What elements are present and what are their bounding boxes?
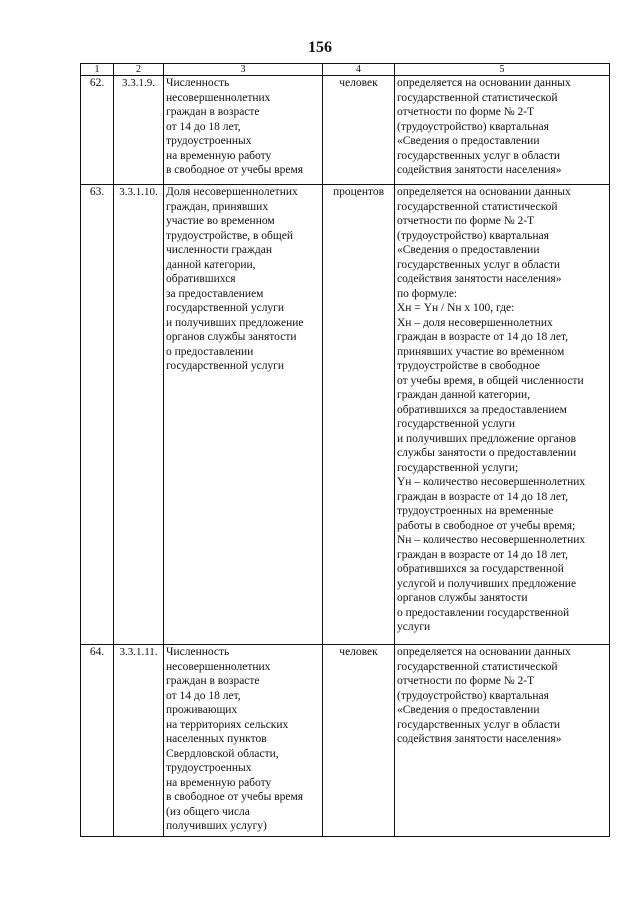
unit-of-measure: человек [323, 76, 395, 185]
name-line: на временную работу [166, 149, 272, 162]
indicator-table [80, 63, 610, 837]
name-line: Численность [166, 646, 230, 658]
column-header: 5 [395, 64, 610, 76]
name-line: трудоустроенных [166, 762, 252, 774]
desc-line: государственных услуг в области [397, 258, 561, 271]
name-line: государственной услуги [166, 302, 285, 314]
name-line: несовершеннолетних [166, 660, 271, 673]
desc-line: и получивших предложение органов [397, 432, 577, 445]
unit-of-measure: процентов [323, 185, 395, 645]
name-line: граждан в возрасте [166, 675, 260, 687]
desc-line: органов службы занятости [397, 592, 528, 604]
indicator-code: 3.3.1.11. [114, 645, 164, 837]
name-line: численности граждан [166, 244, 273, 256]
calculation-method [395, 76, 610, 185]
desc-line: трудоустроенных на временные [397, 505, 554, 517]
column-header: 4 [323, 64, 395, 76]
name-line: за предоставлением [166, 287, 264, 300]
desc-line: «Сведения о предоставлении [397, 135, 540, 147]
desc-line: обратившихся за предоставлением [397, 403, 567, 416]
desc-line: государственной статистической [397, 91, 558, 104]
name-line: граждан, принявших [166, 200, 269, 213]
desc-line: государственной услуги [397, 418, 516, 430]
desc-line: от учебы время, в общей численности [397, 374, 584, 387]
desc-line: государственной статистической [397, 200, 558, 213]
desc-line: содействия занятости населения» [397, 733, 562, 745]
name-line: органов службы занятости [166, 331, 297, 343]
name-line: проживающих [166, 704, 238, 716]
table-row [81, 185, 610, 645]
desc-line: содействия занятости населения» [397, 273, 562, 285]
column-header: 2 [114, 64, 164, 76]
desc-line: «Сведения о предоставлении [397, 244, 540, 256]
column-header: 1 [81, 64, 114, 76]
name-line: Свердловской области, [166, 747, 279, 760]
desc-line: услугой и получивших предложение [397, 577, 577, 590]
desc-line: государственной статистической [397, 660, 558, 673]
name-line: трудоустроенных [166, 135, 252, 147]
name-line: несовершеннолетних [166, 91, 271, 104]
indicator-code: 3.3.1.10. [114, 185, 164, 645]
desc-line: граждан данной категории, [397, 389, 531, 401]
desc-line: о предоставлении государственной [397, 606, 570, 619]
desc-line: отчетности по форме № 2-Т [397, 215, 535, 227]
row-number: 62. [81, 76, 114, 185]
desc-line: граждан в возрасте от 14 до 18 лет, [397, 331, 569, 343]
desc-line: граждан в возрасте от 14 до 18 лет, [397, 490, 569, 503]
name-line: от 14 до 18 лет, [166, 120, 241, 133]
desc-line: отчетности по форме № 2-Т [397, 106, 535, 118]
desc-line: (трудоустройство) квартальная [397, 689, 549, 702]
name-line: населенных пунктов [166, 733, 267, 745]
desc-line: Nн – количество несовершеннолетних [397, 534, 586, 546]
name-line: обратившихся [166, 273, 236, 285]
unit-of-measure: человек [323, 645, 395, 837]
desc-line: обратившихся за государственной [397, 563, 564, 575]
indicator-name [164, 76, 323, 185]
name-line: в свободное от учебы время [166, 164, 304, 176]
name-line: Доля несовершеннолетних [166, 186, 298, 198]
calculation-method [395, 645, 610, 837]
name-line: данной категории, [166, 258, 256, 271]
desc-line: (трудоустройство) квартальная [397, 229, 549, 242]
column-header: 3 [164, 64, 323, 76]
indicator-code: 3.3.1.9. [114, 76, 164, 185]
desc-line: трудоустройстве в свободное [397, 360, 540, 372]
desc-line: граждан в возрасте от 14 до 18 лет, [397, 548, 569, 561]
page-number: 156 [308, 39, 332, 56]
desc-line: работы в свободное от учебы время; [397, 519, 576, 532]
desc-line: определяется на основании данных [397, 77, 571, 89]
desc-line: содействия занятости населения» [397, 164, 562, 176]
desc-line: службы занятости о предоставлении [397, 447, 577, 459]
desc-line: государственных услуг в области [397, 149, 561, 162]
desc-line: (трудоустройство) квартальная [397, 120, 549, 133]
row-number: 64. [81, 645, 114, 837]
name-line: на территориях сельских [166, 718, 289, 731]
name-line: о предоставлении [166, 345, 254, 358]
table-row [81, 76, 610, 185]
name-line: участие во временном [166, 215, 275, 227]
name-line: (из общего числа [166, 805, 250, 818]
name-line: граждан в возрасте [166, 106, 260, 118]
desc-line: Yн – количество несовершеннолетних [397, 476, 586, 488]
table-row [81, 645, 610, 837]
desc-line: «Сведения о предоставлении [397, 704, 540, 716]
name-line: в свободное от учебы время [166, 791, 304, 803]
name-line: получивших услугу) [166, 820, 267, 832]
desc-line: отчетности по форме № 2-Т [397, 675, 535, 687]
indicator-name [164, 185, 323, 645]
desc-line: по формуле: [397, 287, 458, 300]
desc-line: государственных услуг в области [397, 718, 561, 731]
desc-line: государственной услуги; [397, 461, 519, 474]
name-line: от 14 до 18 лет, [166, 689, 241, 702]
desc-line: услуги [397, 621, 431, 633]
name-line: на временную работу [166, 776, 272, 789]
name-line: государственной услуги [166, 360, 285, 372]
desc-line: принявших участие во временном [397, 345, 565, 358]
indicator-name [164, 645, 323, 837]
name-line: Численность [166, 77, 230, 89]
desc-line: определяется на основании данных [397, 646, 571, 658]
name-line: и получивших предложение [166, 316, 304, 329]
row-number: 63. [81, 185, 114, 645]
desc-line: определяется на основании данных [397, 186, 571, 198]
desc-line: Хн – доля несовершеннолетних [397, 316, 553, 329]
column-number-header-row [81, 64, 610, 76]
name-line: трудоустройстве, в общей [166, 229, 293, 242]
formula-line: Хн = Yн / Nн x 100, где: [397, 302, 515, 314]
calculation-method [395, 185, 610, 645]
